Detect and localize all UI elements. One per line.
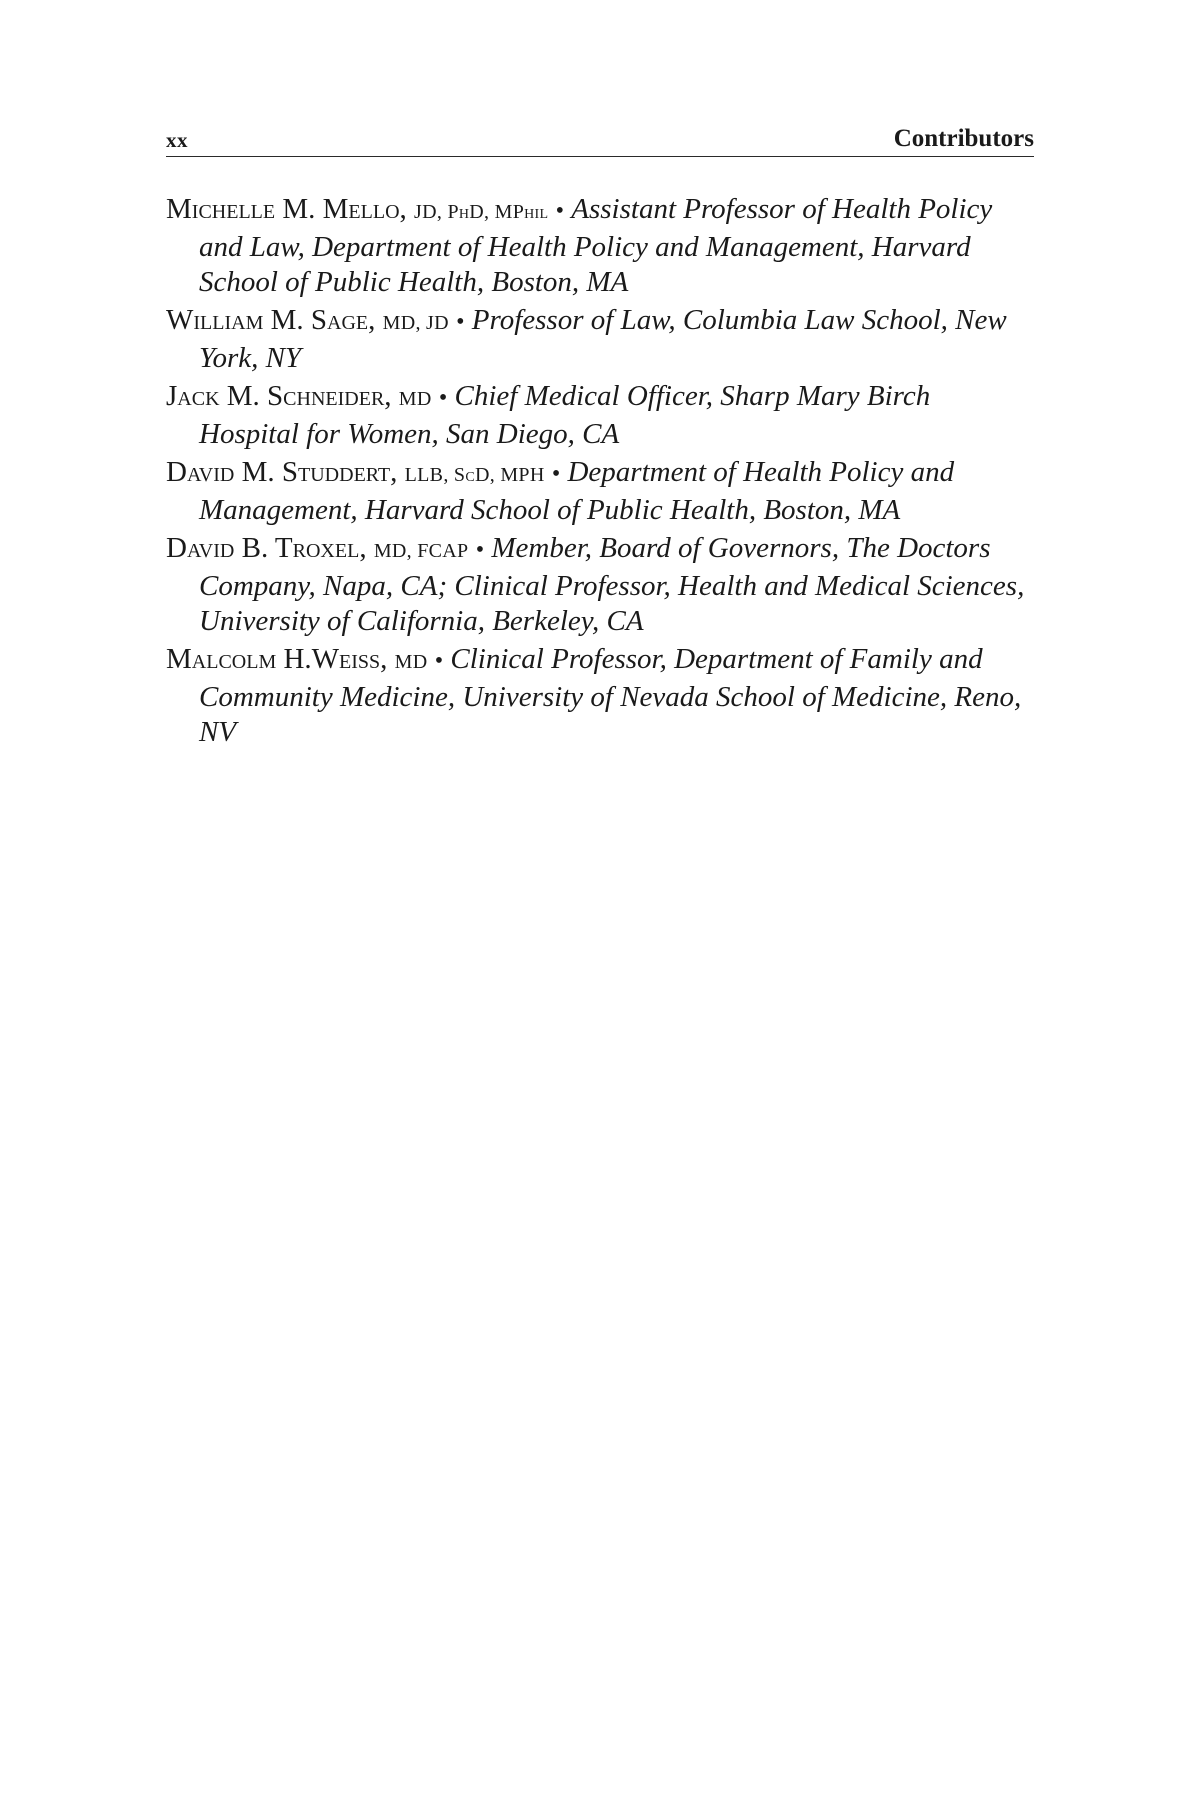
contributor-credentials: MD [394, 651, 428, 673]
contributor-entry: David M. Studdert, LLB, ScD, MPH • Department of Health Policy and Management, Harvard School of Public Health, Boston, MA [166, 456, 955, 526]
separator-bullet: • [555, 198, 565, 224]
contributor-affiliation: Clinical Professor, Department of Family and Community Medicine, University of Nevada School of Medicine, Reno, NV [199, 643, 1022, 748]
separator-bullet: • [551, 461, 561, 487]
contributor-credentials: MD [398, 388, 432, 410]
contributor-affiliation: Professor of Law, Columbia Law School, New York, NY [199, 304, 1007, 374]
contributor-name: David B. Troxel [166, 532, 360, 564]
contributor-affiliation: Chief Medical Officer, Sharp Mary Birch Hospital for Women, San Diego, CA [199, 380, 931, 450]
contributor-credentials: LLB, ScD, MPH [404, 464, 545, 486]
contributor-affiliation: Member, Board of Governors, The Doctors Company, Napa, CA; Clinical Professor, Health and Medical Sciences, University of California, Berkeley, CA [199, 532, 1025, 637]
contributor-name: David M. Studdert [166, 456, 391, 488]
contributor-credentials: JD, PhD, MPhil [414, 201, 549, 223]
separator-bullet: • [475, 537, 485, 563]
contributor-credentials: MD, FCAP [373, 540, 469, 562]
contributor-affiliation: Department of Health Policy and Management, Harvard School of Public Health, Boston, MA [199, 456, 955, 526]
contributor-name: William M. Sage [166, 304, 369, 336]
contributor-name: Malcolm H.Weiss [166, 643, 381, 675]
contributor-entry: William M. Sage, MD, JD • Professor of Law, Columbia Law School, New York, NY [166, 304, 1007, 374]
page-number: xx [166, 128, 188, 152]
contributor-entry: Malcolm H.Weiss, MD • Clinical Professor, Department of Family and Community Medicine, University of Nevada School of Medicine, Reno, NV [166, 643, 1022, 748]
separator-bullet: • [434, 648, 444, 674]
contributor-list [166, 192, 1034, 753]
contributor-name: Michelle M. Mello [166, 193, 400, 225]
contributor-entry: Jack M. Schneider, MD • Chief Medical Officer, Sharp Mary Birch Hospital for Women, San Diego, CA [166, 380, 931, 450]
contributor-entry: Michelle M. Mello, JD, PhD, MPhil • Assistant Professor of Health Policy and Law, Department of Health Policy and Management, Harvard School of Public Health, Boston, MA [166, 193, 993, 298]
separator-bullet: • [456, 309, 465, 335]
contributor-name: Jack M. Schneider [166, 380, 385, 412]
contributor-affiliation: Assistant Professor of Health Policy and Law, Department of Health Policy and Management, Harvard School of Public Health, Boston, MA [199, 193, 993, 298]
contributor-credentials: MD, JD [382, 312, 449, 334]
contributor-entry: David B. Troxel, MD, FCAP • Member, Board of Governors, The Doctors Company, Napa, CA; Clinical Professor, Health and Medical Sciences, University of California, Berkeley, CA [166, 532, 1025, 637]
section-title: Contributors [893, 125, 1034, 152]
running-head [166, 120, 1034, 157]
separator-bullet: • [438, 385, 448, 411]
